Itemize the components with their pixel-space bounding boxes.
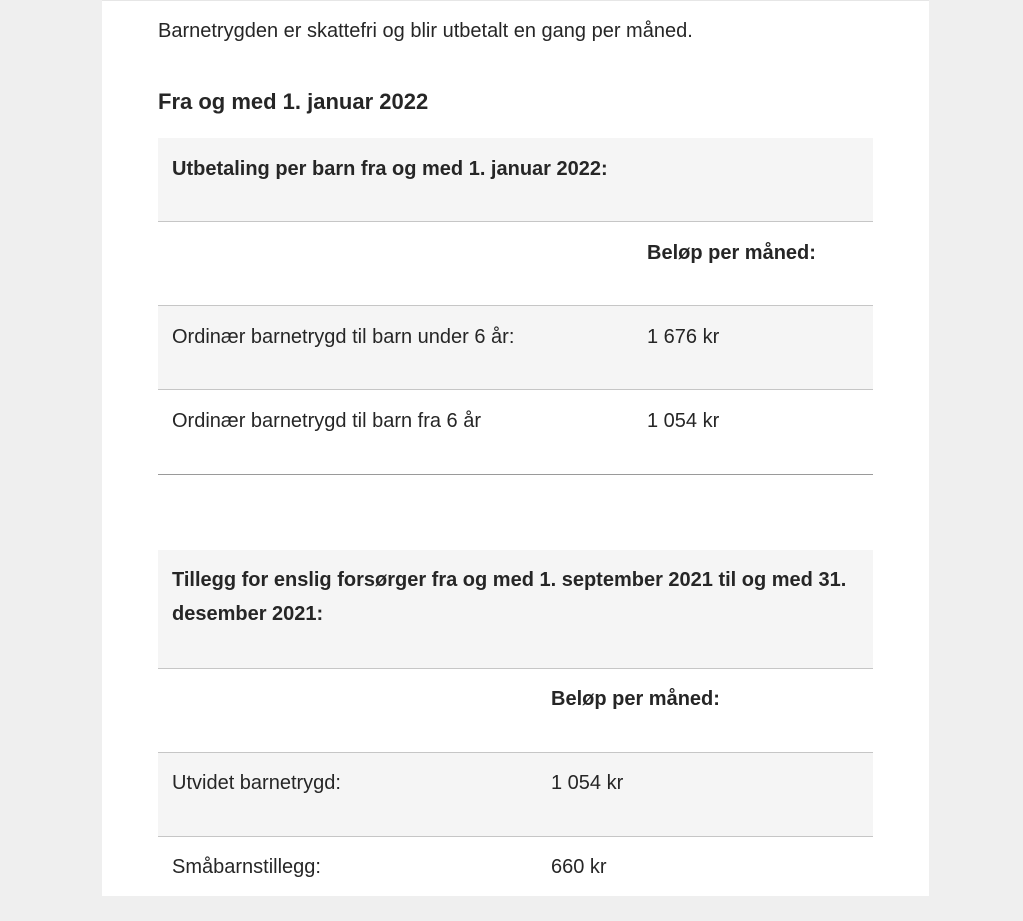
row-amount: 1 676 kr: [647, 326, 720, 348]
table-header-row: [158, 222, 873, 306]
table-caption: Tillegg for enslig forsørger fra og med 1. september 2021 til og med 31. desember 2021:: [172, 569, 847, 625]
row-amount: 1 054 kr: [647, 410, 720, 432]
article-page: [102, 0, 929, 896]
row-label: Småbarnstillegg:: [172, 856, 321, 878]
row-amount: 1 054 kr: [551, 772, 624, 794]
table-row: [158, 837, 873, 921]
payment-table: [158, 138, 873, 475]
intro-paragraph: Barnetrygden er skattefri og blir utbetalt en gang per måned.: [158, 20, 693, 42]
row-label: Utvidet barnetrygd:: [172, 772, 341, 794]
table-caption: Utbetaling per barn fra og med 1. januar 2022:: [172, 158, 608, 180]
table-row: [158, 306, 873, 390]
row-amount: 660 kr: [551, 856, 607, 878]
row-label: Ordinær barnetrygd til barn fra 6 år: [172, 410, 482, 432]
column-header-amount: Beløp per måned:: [647, 242, 816, 264]
section-heading: Fra og med 1. januar 2022: [158, 89, 429, 114]
table-row: [158, 390, 873, 475]
row-label: Ordinær barnetrygd til barn under 6 år:: [172, 326, 515, 348]
supplement-table: [158, 550, 873, 921]
table-caption-row: [158, 550, 873, 669]
table-caption-row: [158, 138, 873, 222]
column-header-amount: Beløp per måned:: [551, 688, 720, 710]
table-row: [158, 753, 873, 837]
table-header-row: [158, 669, 873, 753]
